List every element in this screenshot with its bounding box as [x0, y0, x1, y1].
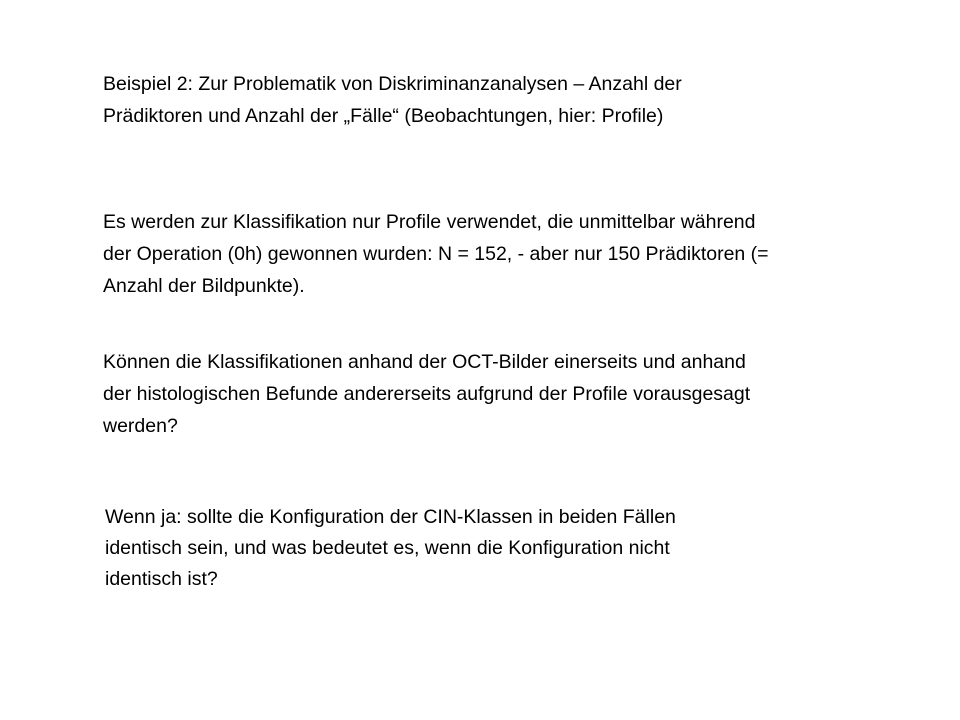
text-line: Können die Klassifikationen anhand der OCT-Bilder einerseits und anhand — [103, 351, 746, 373]
slide-title-paragraph — [103, 68, 682, 132]
text-line: werden? — [103, 415, 178, 437]
text-line: Prädiktoren und Anzahl der „Fälle“ (Beobachtungen, hier: Profile) — [103, 105, 664, 127]
question-paragraph — [103, 346, 750, 442]
description-paragraph — [103, 206, 769, 302]
text-line: Es werden zur Klassifikation nur Profile verwendet, die unmittelbar während — [103, 211, 756, 233]
text-line: identisch ist? — [105, 568, 218, 590]
text-line: identisch sein, und was bedeutet es, wenn die Konfiguration nicht — [105, 537, 670, 559]
followup-paragraph — [105, 502, 676, 595]
text-line: Wenn ja: sollte die Konfiguration der CIN-Klassen in beiden Fällen — [105, 506, 676, 528]
text-line: der Operation (0h) gewonnen wurden: N = 152, - aber nur 150 Prädiktoren (= — [103, 243, 769, 265]
text-line: der histologischen Befunde andererseits aufgrund der Profile vorausgesagt — [103, 383, 751, 405]
text-line: Beispiel 2: Zur Problematik von Diskriminanzanalysen – Anzahl der — [103, 73, 682, 95]
text-line: Anzahl der Bildpunkte). — [103, 275, 305, 297]
